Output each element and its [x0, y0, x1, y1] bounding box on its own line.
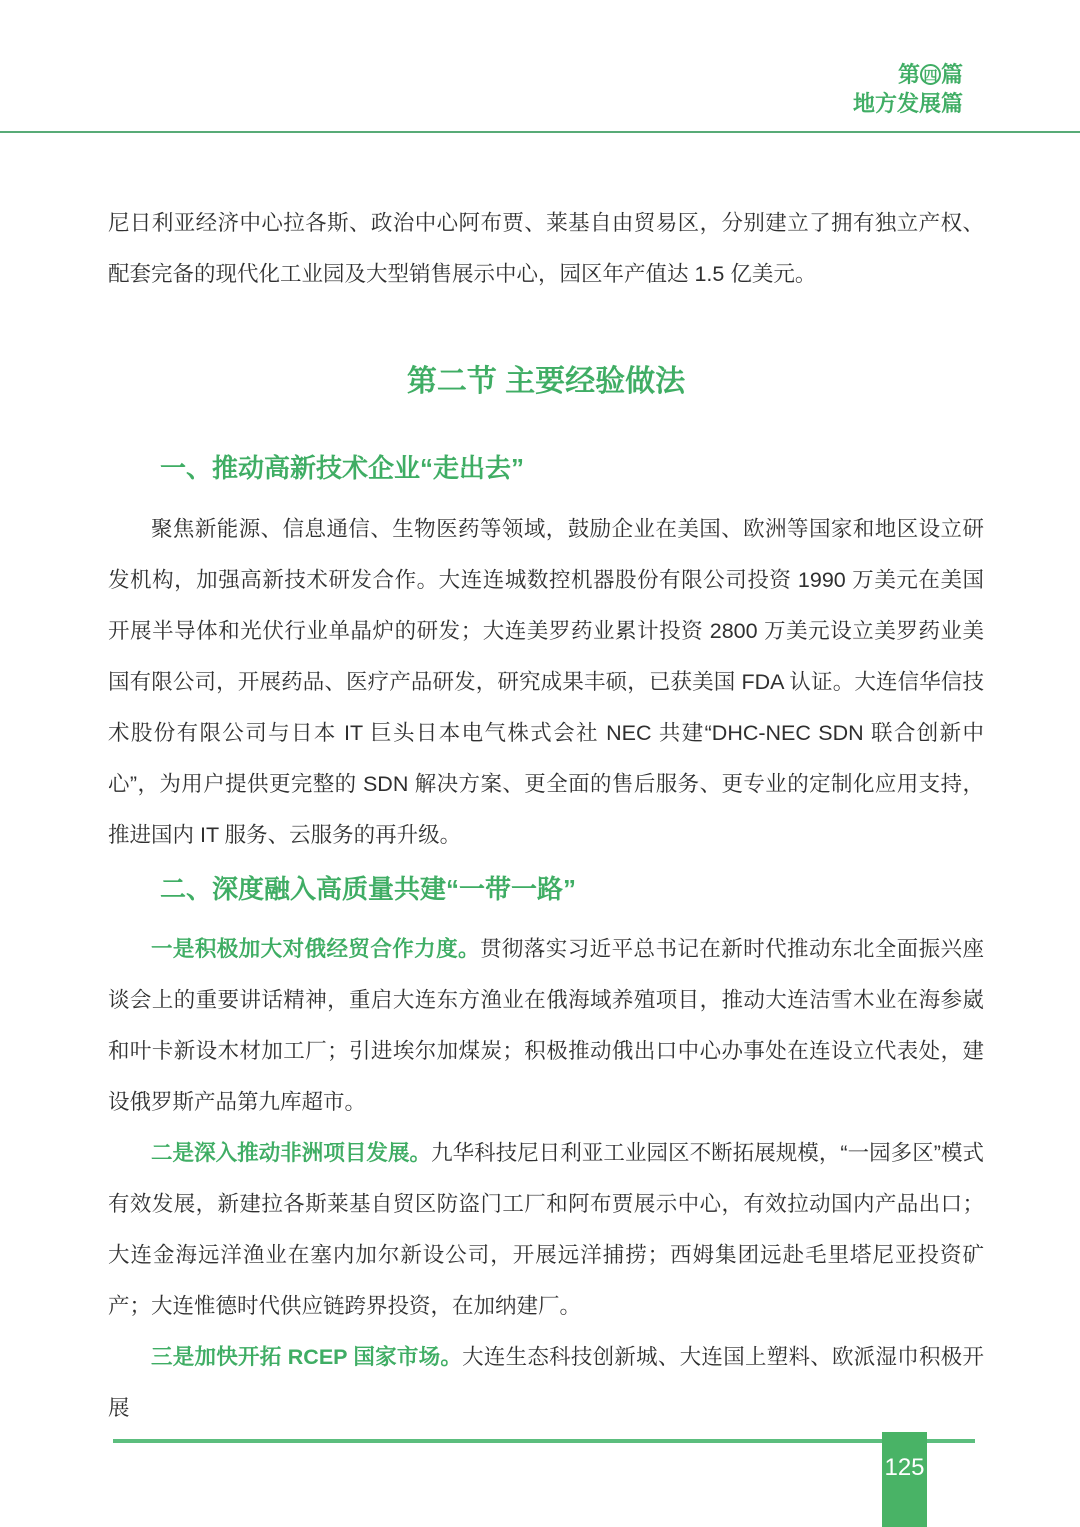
belt-road-item-1 — [108, 924, 984, 1128]
page-number: 125 — [884, 1454, 925, 1481]
section-title: 第二节 主要经验做法 — [406, 365, 686, 398]
subsection-2-heading: 二、深度融入高质量共建“一带一路” — [160, 874, 577, 904]
part-title-post: 篇 — [940, 62, 963, 87]
page-number-box — [882, 1432, 927, 1527]
intro-paragraph: 尼日利亚经济中心拉各斯、政治中心阿布贾、莱基自由贸易区，分别建立了拥有独立产权、配套完备的现代化工业园及大型销售展示中心，园区年产值达 1.5 亿美元。 — [108, 211, 984, 286]
item-3-lead: 三是加快开拓 RCEP 国家市场。 — [151, 1345, 463, 1369]
item-1-text: 贯彻落实习近平总书记在新时代推动东北全面振兴座谈会上的重要讲话精神，重启大连东方渔业在俄海域养殖项目，推动大连洁雪木业在海参崴和叶卡新设木材加工厂；引进埃尔加煤炭；积极推动俄出口中心办事处在连设立代表处，建设俄罗斯产品第九库超市。 — [108, 937, 984, 1114]
part-title-pre: 第 — [897, 62, 920, 87]
page-content — [108, 198, 984, 1434]
footer-rule — [113, 1439, 975, 1443]
header-rule — [0, 131, 1080, 133]
item-1-lead: 一是积极加大对俄经贸合作力度。 — [151, 937, 480, 961]
item-3-text: 大连生态科技创新城、大连国上塑料、欧派湿巾积极开展 — [108, 1345, 984, 1420]
part-subtitle: 地方发展篇 — [852, 91, 963, 116]
belt-road-item-2 — [108, 1128, 984, 1332]
item-2-text: 九华科技尼日利亚工业园区不断拓展规模，“一园多区”模式有效发展，新建拉各斯莱基自贸区防盗门工厂和阿布贾展示中心，有效拉动国内产品出口；大连金海远洋渔业在塞内加尔新设公司，开展远洋捕捞；西姆集团远赴毛里塔尼亚投资矿产；大连惟德时代供应链跨界投资，在加纳建厂。 — [108, 1141, 984, 1318]
part-title — [853, 60, 963, 89]
subsection-1-paragraph: 聚焦新能源、信息通信、生物医药等领域，鼓励企业在美国、欧洲等国家和地区设立研发机构，加强高新技术研发合作。大连连城数控机器股份有限公司投资 1990 万美元在美国开展半导体和光伏行业单晶炉的研发；大连美罗药业累计投资 2800 万美元设立美罗药业美国有限公司，开展药品、医疗产品研发，研究成果丰硕，已获美国 FDA 认证。大连信华信技术股份有限公司与日本 IT 巨头日本电气株式会社 NEC 共建“DHC-NEC SDN 联合创新中心”，为用户提供更完整的 SDN 解决方案、更全面的售后服务、更专业的定制化应用支持，推进国内 IT 服务、云服务的再升级。 — [108, 517, 984, 847]
item-2-lead: 二是深入推动非洲项目发展。 — [151, 1141, 432, 1165]
running-head — [853, 60, 963, 118]
belt-road-item-3 — [108, 1332, 984, 1434]
subsection-1-heading: 一、推动高新技术企业“走出去” — [160, 453, 525, 483]
circled-four-icon: 四 — [920, 64, 941, 85]
